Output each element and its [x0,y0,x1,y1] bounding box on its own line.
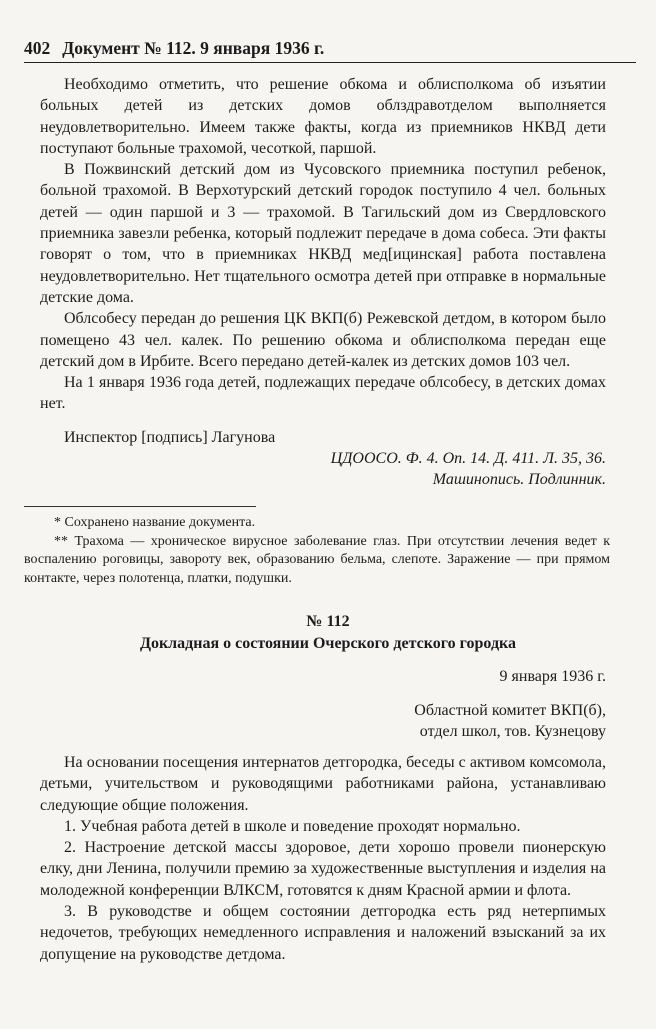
addressee-line: Областной комитет ВКП(б), [414,702,606,719]
archive-source [260,448,606,491]
document-number: № 112 [306,613,350,630]
document-body [40,752,606,965]
paragraph: На основании посещения интернатов детгородка, беседы с активом комсомола, детьми, учительством и руководящими работниками района, устанавливаю следующие общие положения. [40,754,606,814]
addressee-line: отдел школ, тов. Кузнецову [419,723,606,741]
signature: Инспектор [подпись] Лагунова [64,428,276,446]
paragraph: 1. Учебная работа детей в школе и поведение проходят нормально. [64,817,521,835]
paragraph: На 1 января 1936 года детей, подлежащих передаче облсобесу, в детских домах нет. [40,374,606,413]
page-number: 402 [24,38,51,58]
footnotes [24,514,610,588]
source-reference: ЦДООСО. Ф. 4. Оп. 14. Д. 411. Л. 35, 36. [330,450,606,467]
footnote: * Сохранено название документа. [54,515,256,530]
paragraph: 2. Настроение детской массы здоровое, дети хорошо провели пионерскую елку, дни Ленина, получили премию за художественные выступления и изделия на молодежной конференции ВЛКСМ, готовятся к дням Красной армии и флота. [40,839,606,899]
paragraph: 3. В руководстве и общем состоянии детгородка есть ряд нетерпимых недочетов, требующих немедленного исправления и наложений взысканий за их допущение на руководстве детдома. [40,903,606,963]
document-title: Докладная о состоянии Очерского детского городка [139,635,517,652]
header-rule [24,62,636,63]
previous-document-body [40,74,606,448]
paragraph: Необходимо отметить, что решение обкома и облисполкома об изъятии больных детей из детских домов облздравотделом выполняется неудовлетворительно. Имеем также факты, когда из приемников НКВД дети поступают больные трахомой, чесоткой, паршой. [40,76,606,157]
source-type: Машинопись. Подлинник. [432,471,606,489]
footnote-rule [24,506,256,507]
document-date: 9 января 1936 г. [499,668,606,685]
header-title: Документ № 112. 9 января 1936 г. [62,38,325,58]
addressee [306,700,606,743]
footnote: ** Трахома — хроническое вирусное заболевание глаз. При отсутствии лечения ведет к воспалению роговицы, завороту век, образованию бельма, слепоте. Заражение — при прямом контакте, через полотенца, платки, подушки. [24,533,610,586]
paragraph: В Пожвинский детский дом из Чусовского приемника поступил ребенок, больной трахомой. В Верхотурский детский городок поступило 4 чел. больных детей — один паршой и 3 — трахомой. В Тагильский дом из Свердловского приемника завезли ребенка, который подлежит передаче в дома собеса. Эти факты говорят о том, что в приемниках НКВД мед[ицинская] работа поставлена неудовлетворительно. Нет тщательного осмотра детей при отправке в нормальные детские дома. [40,161,606,306]
running-header [24,38,636,58]
paragraph: Облсобесу передан до решения ЦК ВКП(б) Режевской детдом, в котором было помещено 43 чел. калек. По решению обкома и облисполкома передан еще детский дом в Ирбите. Всего передано детей-калек из детских домов 103 чел. [40,310,606,370]
